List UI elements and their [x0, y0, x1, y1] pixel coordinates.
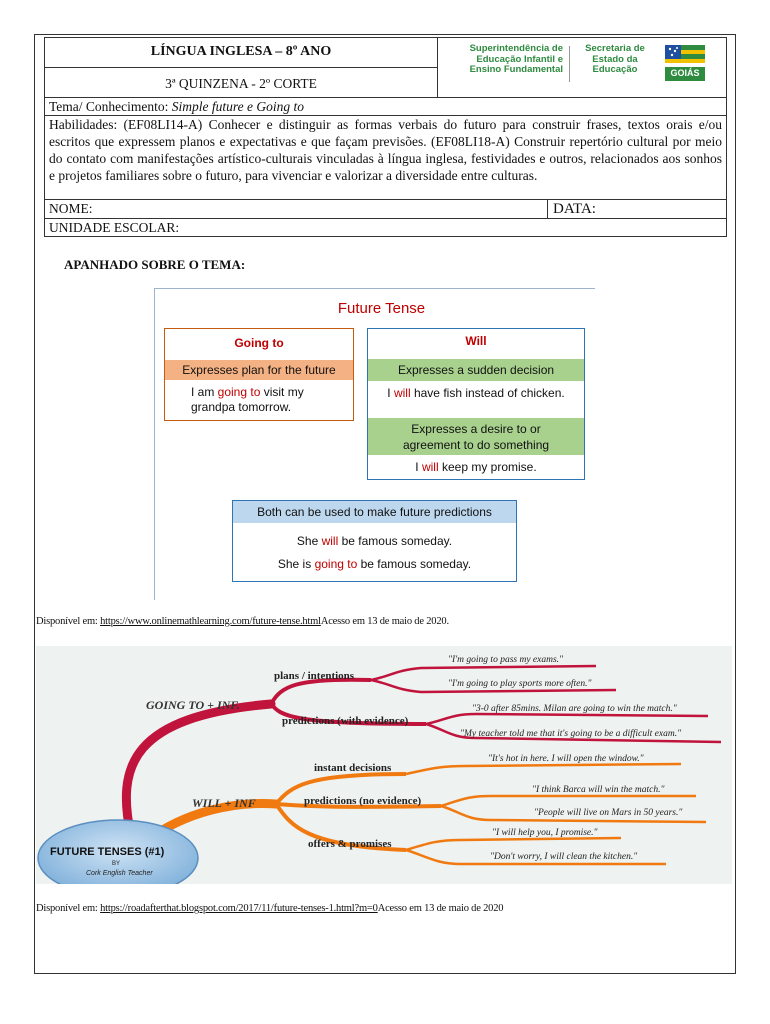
- bubble-author: Cork English Teacher: [86, 870, 153, 877]
- mindmap-quote: "3-0 after 85mins. Milan are going to win the match.": [472, 704, 677, 714]
- going-to-box: [164, 328, 354, 421]
- data-label: DATA:: [553, 201, 596, 217]
- predictions-no-evidence-label: predictions (no evidence): [304, 795, 422, 807]
- both-box: [232, 500, 517, 582]
- header-left-cell: [45, 38, 438, 97]
- will-branch-label: WILL + INF: [192, 796, 256, 810]
- instant-decisions-label: instant decisions: [314, 762, 392, 774]
- going-to-band: Expresses plan for the future: [165, 360, 353, 380]
- source-1: Disponível em: https://www.onlinemathlearning.com/future-tense.htmlAcesso em 13 de maio de 2020.: [36, 616, 449, 627]
- going-to-heading: Going to: [234, 336, 284, 350]
- will-box: [367, 328, 585, 480]
- mindmap-quote: "I will help you, I promise.": [492, 828, 598, 838]
- mindmap-quote: "I'm going to play sports more often.": [448, 679, 592, 689]
- both-band: Both can be used to make future predictions: [233, 501, 516, 523]
- habilidades-row: Habilidades: (EF08LI14-A) Conhecer e distinguir as formas verbais do futuro para construir frases, textos orais e/ou escritos que expressem planos e expectativas e que façam previsões. (EF08LI18-A) Construir repertório cultural por meio do contato com manifestações artístico-culturais vinculadas à língua inglesa, festividades e outros, relacionados aos sonhos e projetos familiares sobre o futuro, para vivenciar e valorizar a diversidade entre culturas.: [44, 116, 727, 200]
- will-band-desire: Expresses a desire to or agreement to do something: [368, 418, 584, 455]
- mindmap-quote: "My teacher told me that it's going to be a difficult exam.": [460, 729, 682, 739]
- secretaria-logo: Secretaria de Estado da Educação: [585, 43, 645, 75]
- mindmap-quote: "People will live on Mars in 50 years.": [534, 808, 683, 818]
- source-2: Disponível em: https://roadafterthat.blogspot.com/2017/11/future-tenses-1.html?m=0Acesso em 13 de maio de 2020: [36, 903, 504, 914]
- mindmap-image: [36, 646, 732, 884]
- section-title: APANHADO SOBRE O TEMA:: [64, 257, 246, 272]
- header-table: [44, 37, 727, 98]
- will-heading: Will: [465, 334, 487, 348]
- bubble-by: BY: [112, 861, 121, 867]
- bubble-title: FUTURE TENSES (#1): [50, 846, 165, 858]
- future-tense-figure: [154, 288, 595, 600]
- will-band-sudden: Expresses a sudden decision: [368, 359, 584, 381]
- both-example-2: She is going to be famous someday.: [277, 557, 472, 571]
- will-example-2: I will keep my promise.: [415, 460, 537, 474]
- nome-data-row: [44, 200, 727, 219]
- tema-row: Tema/ Conhecimento: Simple future e Going to: [44, 98, 727, 116]
- mindmap-quote: "Don't worry, I will clean the kitchen.": [490, 852, 638, 862]
- mindmap-quote: "I think Barca will win the match.": [532, 785, 665, 795]
- unidade-escolar-row: UNIDADE ESCOLAR:: [44, 219, 727, 237]
- fortnight-subtitle: 3ª QUINZENA - 2º CORTE: [165, 76, 317, 91]
- mindmap-quote: "I'm going to pass my exams.": [448, 655, 564, 665]
- mindmap-quote: "It's hot in here. I will open the window.": [488, 754, 644, 764]
- will-example-1: I will have fish instead of chicken.: [387, 386, 565, 400]
- goias-label: GOIÁS: [670, 68, 700, 78]
- source-1-link[interactable]: https://www.onlinemathlearning.com/future-tense.html: [100, 616, 321, 627]
- tema-value: Simple future e Going to: [171, 99, 305, 114]
- predictions-evidence-label: predictions (with evidence): [282, 715, 409, 727]
- subject-title: LÍNGUA INGLESA – 8º ANO: [150, 44, 332, 59]
- future-tense-title: Future Tense: [337, 300, 426, 317]
- offers-promises-label: offers & promises: [308, 838, 392, 850]
- plans-intentions-label: plans / intentions: [274, 670, 355, 682]
- going-to-example: I am going to visit my grandpa tomorrow.: [191, 385, 304, 414]
- going-to-branch-label: GOING TO + INF.: [146, 698, 240, 712]
- superintendencia-logo: Superintendência de Educação Infantil e Ensino Fundamental: [469, 43, 563, 75]
- source-2-link[interactable]: https://roadafterthat.blogspot.com/2017/11/future-tenses-1.html?m=0: [100, 903, 378, 914]
- nome-label: NOME:: [49, 201, 93, 216]
- goias-flag-icon: [663, 43, 707, 83]
- both-example-1: She will be famous someday.: [296, 534, 453, 548]
